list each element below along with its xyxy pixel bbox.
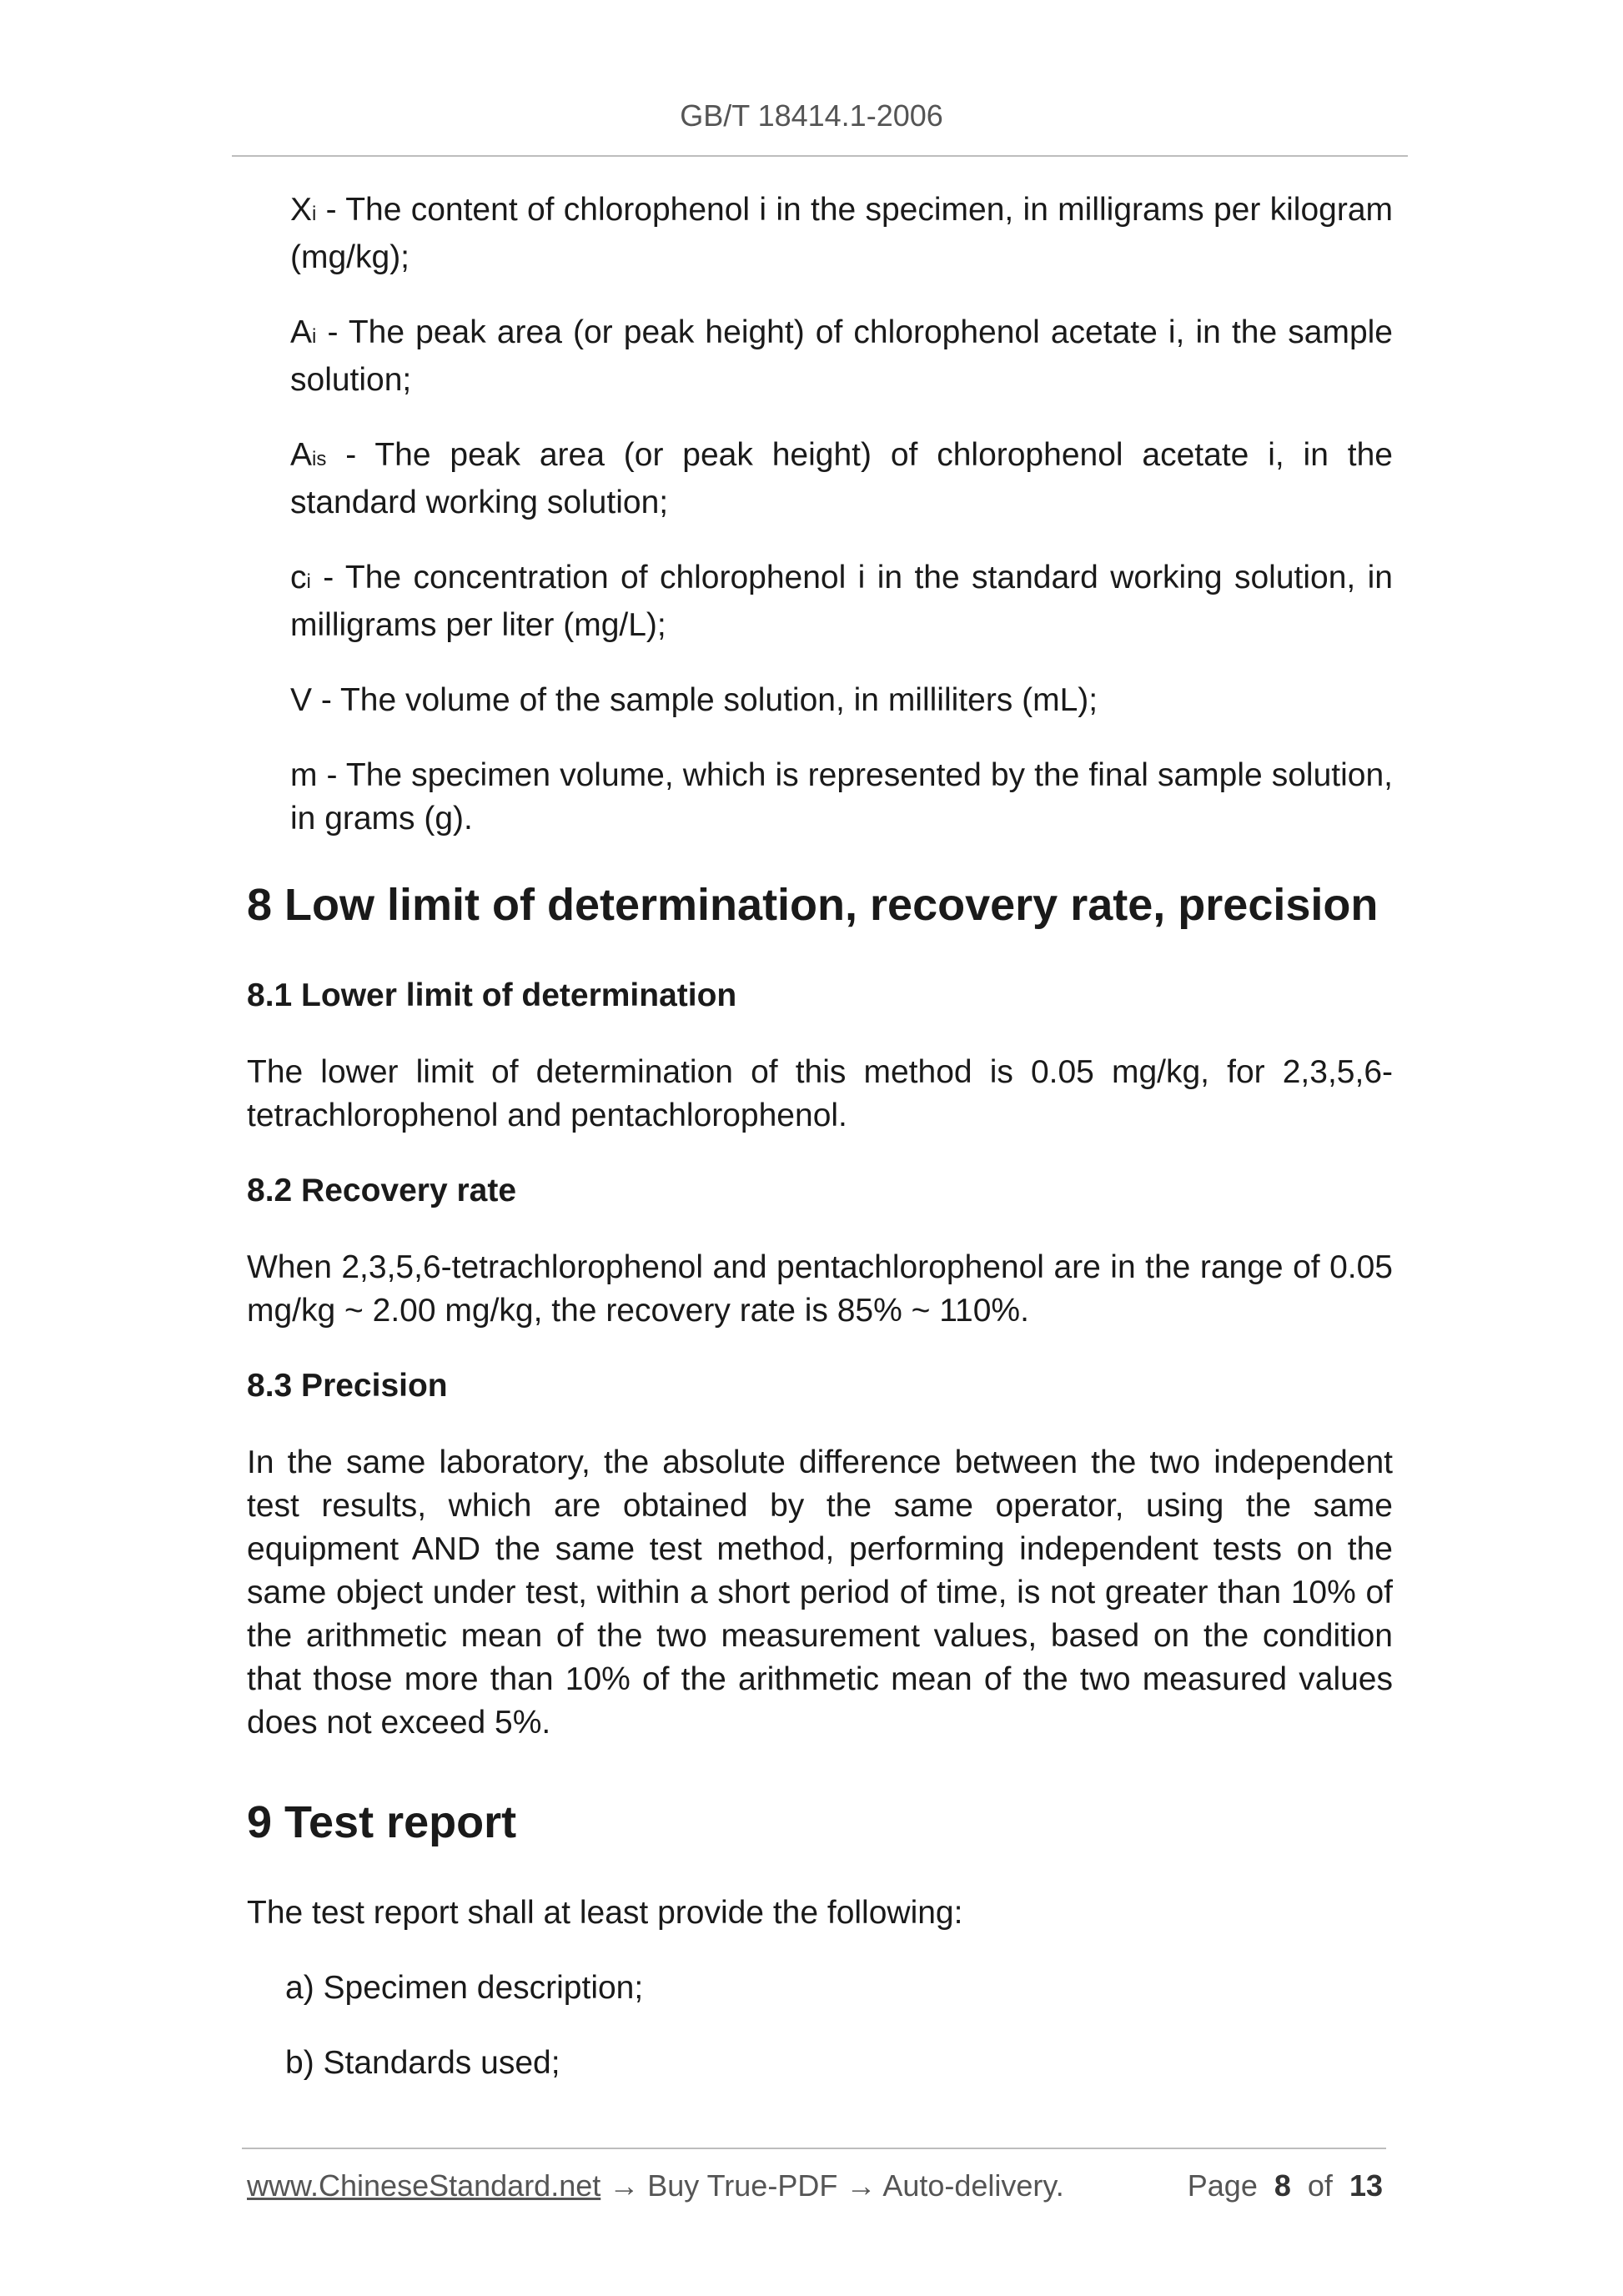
definition-subscript: i <box>306 570 311 593</box>
definition-text: - The concentration of chlorophenol i in the standard working solution, in milligrams per liter (mg/L); <box>290 560 1393 643</box>
definition-symbol: A <box>290 314 313 350</box>
section-8-3-heading: 8.3 Precision <box>247 1368 448 1404</box>
section-8-1-heading: 8.1 Lower limit of determination <box>247 977 737 1013</box>
footer-left <box>247 2168 1064 2203</box>
definition-m <box>290 754 1393 841</box>
definition-a-is <box>290 434 1393 525</box>
definition-text: - The content of chlorophenol i in the specimen, in milligrams per kilogram (mg/kg); <box>290 192 1393 275</box>
definition-subscript: i <box>312 325 317 348</box>
page-indicator <box>1184 2168 1383 2203</box>
definition-subscript: i <box>312 203 317 225</box>
list-item: b) Standards used; <box>285 2045 560 2081</box>
definition-text: - The volume of the sample solution, in milliliters (mL); <box>312 682 1098 718</box>
main-content <box>247 876 1393 2085</box>
definition-text: - The peak area (or peak height) of chlorophenol acetate i, in the sample solution; <box>290 314 1393 398</box>
section-9-intro: The test report shall at least provide the following: <box>247 1895 963 1931</box>
page-current: 8 <box>1274 2168 1291 2203</box>
page-of: of <box>1307 2168 1333 2203</box>
definition-symbol: c <box>290 560 307 595</box>
list-item: a) Specimen description; <box>285 1970 644 2006</box>
definition-symbol: A <box>290 437 313 473</box>
definition-a-i <box>290 311 1393 402</box>
website-link[interactable]: www.ChineseStandard.net <box>247 2168 601 2203</box>
header-divider <box>232 155 1408 157</box>
definition-c-i <box>290 556 1393 647</box>
section-8-heading: 8 Low limit of determination, recovery rate, precision <box>247 880 1379 930</box>
page-label: Page <box>1187 2168 1258 2203</box>
section-9-heading: 9 Test report <box>247 1797 517 1847</box>
document-header-title: GB/T 18414.1-2006 <box>680 98 943 133</box>
definition-subscript: is <box>312 448 327 470</box>
definition-symbol: X <box>290 192 313 228</box>
definition-x-i <box>290 188 1393 279</box>
definition-v <box>290 679 1393 722</box>
variable-definitions <box>290 188 1393 872</box>
section-8-2-heading: 8.2 Recovery rate <box>247 1173 517 1208</box>
page-total: 13 <box>1349 2168 1383 2203</box>
footer-divider <box>242 2148 1386 2149</box>
definition-text: - The peak area (or peak height) of chlorophenol acetate i, in the standard working solution; <box>290 437 1393 520</box>
test-report-list <box>247 1967 1393 2085</box>
section-8-3-text: In the same laboratory, the absolute difference between the two independent test results, which are obtained by the same operator, using the same equipment AND the same test method, performing independent tests on the same object under test, within a short period of time, is not greater than 10% of the arithmetic mean of the two measurement values, based on the condition that those more than 10% of the arithmetic mean of the two measured values does not exceed 5%. <box>247 1444 1393 1741</box>
definition-symbol: V <box>290 682 313 718</box>
section-8-1-text: The lower limit of determination of this method is 0.05 mg/kg, for 2,3,5,6-tetrachlorophenol and pentachlorophenol. <box>247 1054 1393 1133</box>
section-8-2-text: When 2,3,5,6-tetrachlorophenol and pentachlorophenol are in the range of 0.05 mg/kg ~ 2.00 mg/kg, the recovery rate is 85% ~ 110%. <box>247 1249 1393 1329</box>
definition-symbol: m <box>290 757 318 793</box>
definition-text: - The specimen volume, which is represented by the final sample solution, in grams (g). <box>290 757 1393 837</box>
footer-tagline: → Buy True-PDF → Auto-delivery. <box>600 2168 1064 2203</box>
